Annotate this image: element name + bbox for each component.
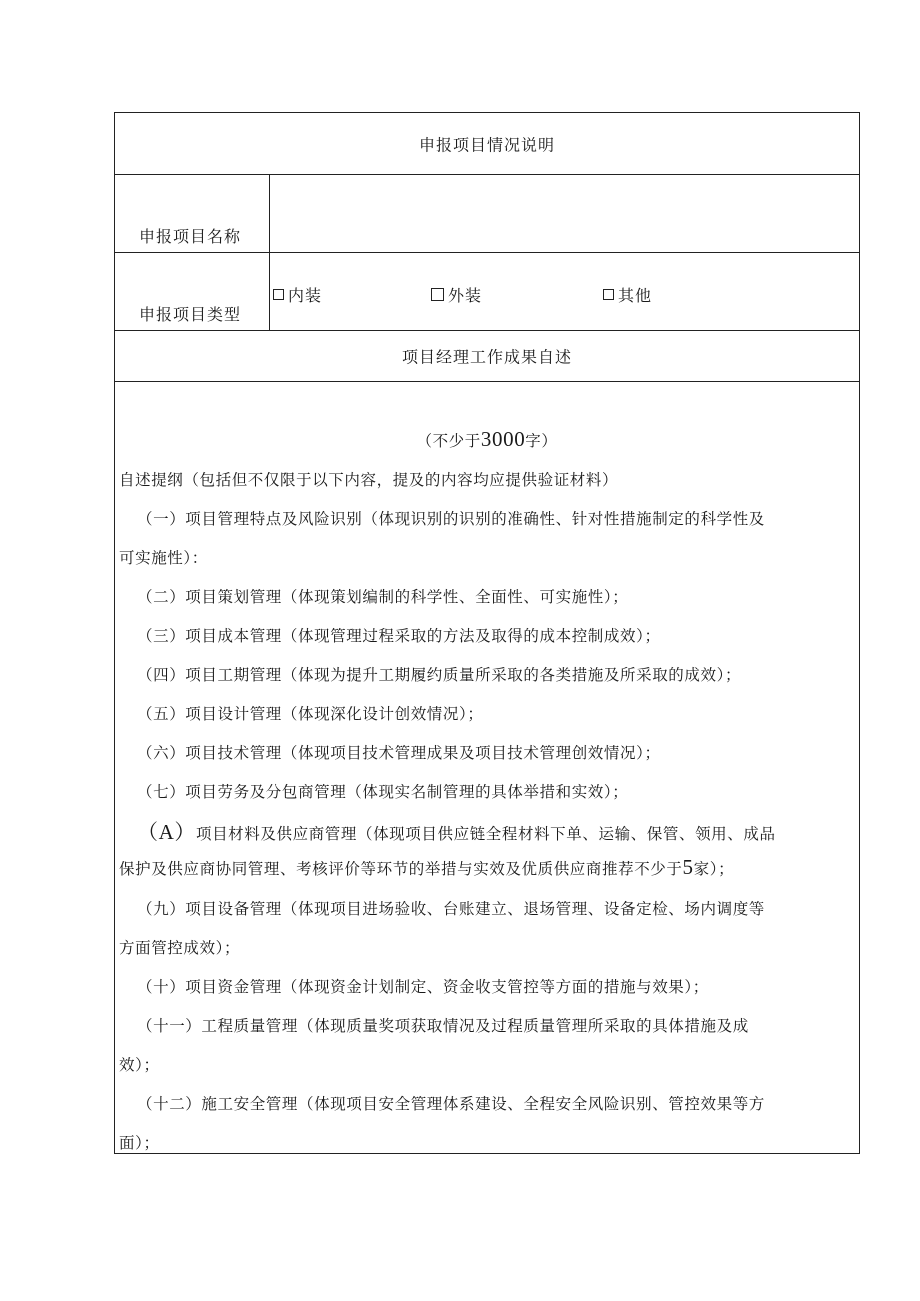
outline-item-4: （四）项目工期管理（体现为提升工期履约质量所采取的各类措施及所采取的成效）； (137, 666, 742, 684)
outline-item-9: （九）项目设备管理（体现项目进场验收、台账建立、退场管理、设备定检、场内调度等 (137, 900, 765, 918)
outline-item-8-marker: （A） (137, 820, 196, 844)
title-row (115, 113, 859, 175)
word-count-requirement: （不少于3000字） (416, 427, 558, 451)
outline-item-12-cont: 面）； (119, 1134, 160, 1152)
project-name-label-cell (115, 175, 270, 252)
project-type-label-cell (115, 253, 270, 330)
project-name-label: 申报项目名称 (139, 227, 242, 246)
self-report-body (115, 382, 859, 1154)
application-form (114, 112, 860, 1154)
outline-item-11: （十一）工程质量管理（体现质量奖项获取情况及过程质量管理所采取的具体措施及成 (137, 1017, 749, 1035)
project-name-field[interactable] (270, 175, 859, 252)
project-type-row (115, 253, 859, 331)
checkbox-icon[interactable] (273, 289, 284, 300)
self-report-heading: 项目经理工作成果自述 (401, 347, 572, 367)
option-exterior-label: 外装 (448, 286, 483, 305)
outline-item-11-cont: 效）； (119, 1056, 160, 1074)
outline-item-9-cont: 方面管控成效）； (119, 939, 241, 957)
option-other[interactable] (603, 283, 652, 306)
form-title: 申报项目情况说明 (418, 135, 555, 154)
outline-item-6: （六）项目技术管理（体现项目技术管理成果及项目技术管理创效情况）； (137, 744, 661, 762)
outline-item-12: （十二）施工安全管理（体现项目安全管理体系建设、全程安全风险识别、管控效果等方 (137, 1095, 765, 1113)
outline-item-10: （十）项目资金管理（体现资金计划制定、资金收支管控等方面的措施与效果）； (137, 978, 709, 996)
outline-item-2: （二）项目策划管理（体现策划编制的科学性、全面性、可实施性）； (137, 588, 629, 606)
outline-item-8: （A）项目材料及供应商管理（体现项目供应链全程材料下单、运输、保管、领用、成品 (137, 820, 776, 844)
option-other-label: 其他 (618, 286, 653, 305)
outline-item-1: （一）项目管理特点及风险识别（体现识别的识别的准确性、针对性措施制定的科学性及 (137, 510, 765, 528)
outline-item-5: （五）项目设计管理（体现深化设计创效情况）； (137, 705, 484, 723)
option-exterior[interactable] (431, 283, 482, 306)
option-interior-label: 内装 (288, 286, 323, 305)
checkbox-icon[interactable] (603, 289, 614, 300)
project-name-row (115, 175, 859, 253)
outline-item-1-cont: 可实施性）： (119, 549, 208, 567)
option-interior[interactable] (273, 283, 322, 306)
outline-item-8-cont: 保护及供应商协同管理、考核评价等环节的举措与实效及优质供应商推荐不少于5家）； (119, 855, 735, 879)
outline-item-3: （三）项目成本管理（体现管理过程采取的方法及取得的成本控制成效）； (137, 627, 661, 645)
self-report-heading-row (115, 331, 859, 382)
outline-item-7: （七）项目劳务及分包商管理（体现实名制管理的具体举措和实效）； (137, 783, 629, 801)
project-type-options (270, 253, 859, 330)
project-type-label: 申报项目类型 (139, 305, 242, 324)
outline-intro: 自述提纲（包括但不仅限于以下内容，提及的内容均应提供验证材料） (119, 471, 619, 489)
checkbox-icon[interactable] (431, 288, 444, 301)
